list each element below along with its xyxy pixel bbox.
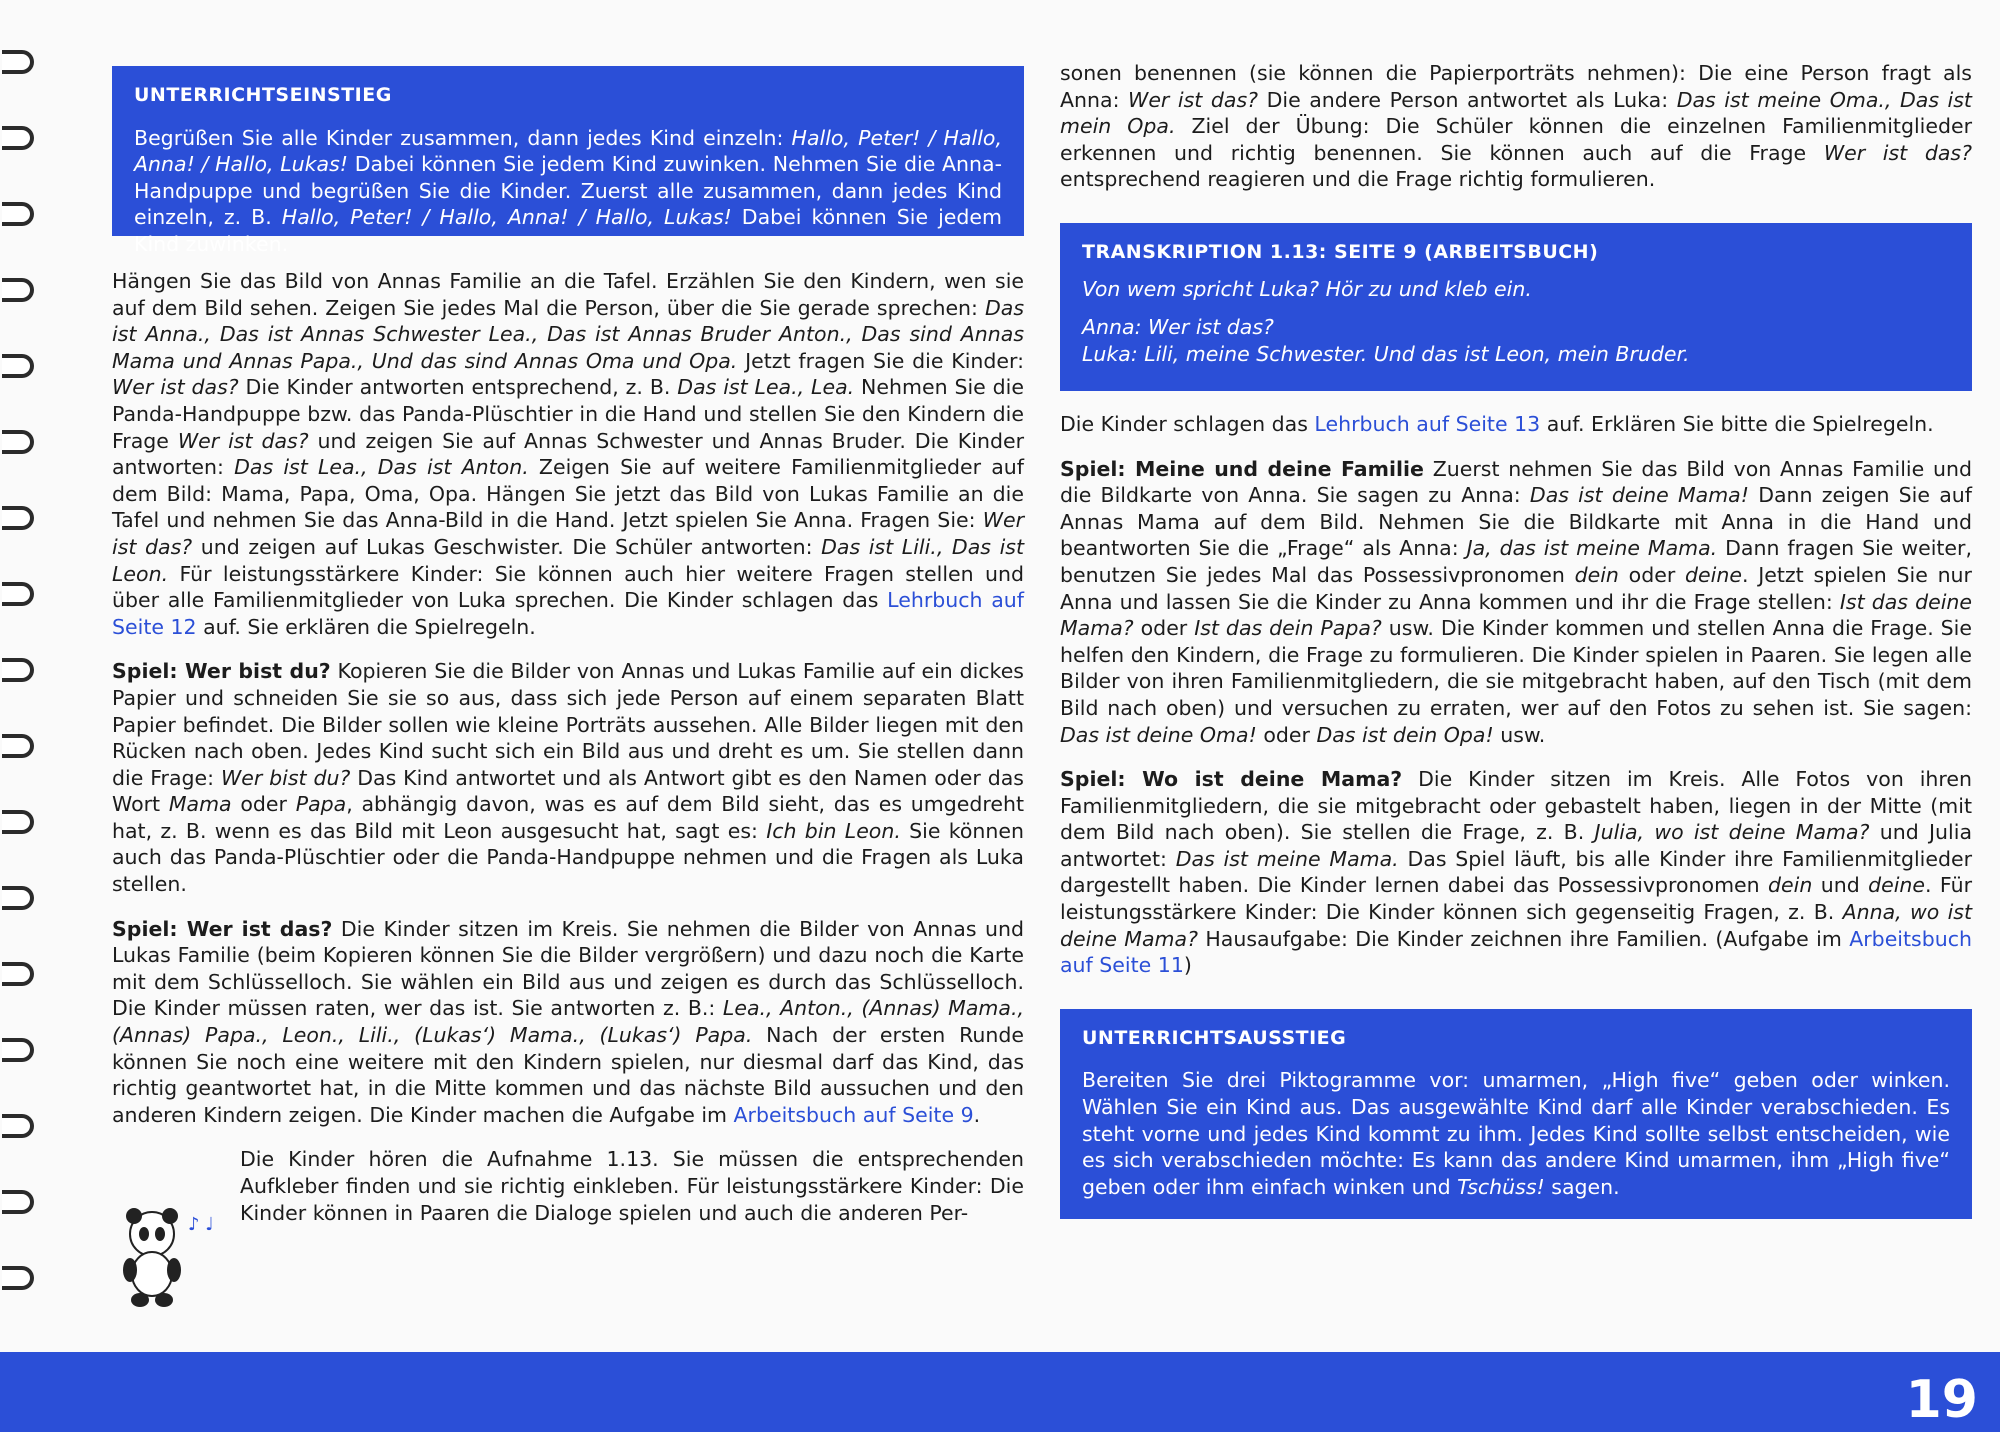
svg-text:♪ ♩: ♪ ♩	[188, 1214, 214, 1235]
paragraph-spiel-wer-ist-das: Spiel: Wer ist das? Die Kinder sitzen im Kreis. Sie nehmen die Bilder von Annas und Lukas Familie (beim Kopieren können Sie die Bilder vergrößern) und dazu noch die Karte mit dem Schlüsselloch. Sie wählen ein Bild aus und zeigen es durch das Schlüsselloch. Die Kinder müssen raten, wer das ist. Sie antworten z. B.: Lea., Anton., (Annas) Mama., (Annas) Papa., Leon., Lili., (Lukas‘) Mama., (Lukas‘) Papa. Nach der ersten Runde können Sie noch eine weitere mit den Kindern spielen, nur diesmal darf das Kind, das richtig geantwortet hat, in die Mitte kommen und das nächste Bild aussuchen und den anderen Kindern zeigen. Die Kinder machen die Aufgabe im Arbeitsbuch auf Seite 9.	[112, 916, 1024, 1127]
binding-ring	[2, 354, 34, 378]
link-lehrbuch-seite-13[interactable]: Lehrbuch auf Seite 13	[1314, 411, 1541, 436]
transcription-title: TRANSKRIPTION 1.13: SEITE 9 (ARBEITSBUCH)	[1082, 240, 1599, 263]
right-column	[1060, 0, 1972, 1219]
binding-ring	[2, 50, 34, 74]
spiral-binding	[0, 30, 34, 1330]
paragraph-audio: Die Kinder hören die Aufnahme 1.13. Sie müssen die entsprechenden Aufkleber finden und sie richtig einkleben. Für leistungsstärkere Kinder: Die Kinder können in Paaren die Dialoge spielen und auch die anderen Per-	[240, 1147, 1024, 1225]
binding-ring	[2, 962, 34, 986]
binding-ring	[2, 810, 34, 834]
transcription-instruction: Von wem spricht Luka? Hör zu und kleb ein.	[1082, 276, 1532, 301]
link-arbeitsbuch-seite-11[interactable]: Arbeitsbuch auf Seite 11	[1060, 926, 1972, 978]
binding-ring	[2, 126, 34, 150]
binding-ring	[2, 506, 34, 530]
transcription-line-luka: Luka: Lili, meine Schwester. Und das ist Leon, mein Bruder.	[1082, 341, 1690, 366]
binding-ring	[2, 886, 34, 910]
footer-bar	[0, 1352, 2000, 1432]
binding-ring	[2, 1038, 34, 1062]
binding-ring	[2, 430, 34, 454]
paragraph-spiel-wer-bist-du: Spiel: Wer bist du? Kopieren Sie die Bilder von Annas und Lukas Familie auf ein dickes Papier und schneiden Sie sie so aus, dass sich jede Person auf einem separaten Blatt Papier befindet. Die Bilder sollen wie kleine Porträts aussehen. Alle Bilder liegen mit den Rücken nach oben. Jedes Kind sucht sich ein Bild aus und dreht es um. Sie stellen dann die Frage: Wer bist du? Das Kind antwortet und als Antwort gibt es den Namen oder das Wort Mama oder Papa, abhängig davon, was es auf dem Bild sieht, das es umgedreht hat, z. B. wenn es das Bild mit Leon ausgesucht hat, sagt es: Ich bin Leon. Sie können auch das Panda-Plüschtier oder die Panda-Handpuppe nehmen und die Fragen als Luka stellen.	[112, 659, 1024, 897]
binding-ring	[2, 734, 34, 758]
audio-note-row	[112, 1146, 1024, 1226]
intro-box	[112, 66, 1024, 256]
paragraph-family-picture: Hängen Sie das Bild von Annas Familie an die Tafel. Erzählen Sie den Kindern, wen sie auf dem Bild sehen. Zeigen Sie jedes Mal die Person, über die Sie gerade sprechen: Das ist Anna., Das ist Annas Schwester Lea., Das ist Annas Bruder Anton., Das sind Annas Mama und Annas Papa., Und das sind Annas Oma und Opa. Jetzt fragen Sie die Kinder: Wer ist das? Die Kinder antworten entsprechend, z. B. Das ist Lea., Lea. Nehmen Sie die Panda-Handpuppe bzw. das Panda-Plüschtier in die Hand und stellen Sie den Kindern die Frage Wer ist das? und zeigen Sie auf Annas Schwester und Annas Bruder. Die Kinder antworten: Das ist Lea., Das ist Anton. Zeigen Sie auf weitere Familienmitglieder auf dem Bild: Mama, Papa, Oma, Opa. Hängen Sie jetzt das Bild von Lukas Familie an die Tafel und nehmen Sie das Anna-Bild in die Hand. Jetzt spielen Sie Anna. Fragen Sie: Wer ist das? und zeigen auf Lukas Geschwister. Die Schüler antworten: Das ist Lili., Das ist Leon. Für leistungsstärkere Kinder: Sie können auch hier weitere Fragen stellen und über alle Familienmitglieder von Luka sprechen. Die Kinder schlagen das Lehrbuch auf Seite 12 auf. Sie erklären die Spielregeln.	[112, 269, 1025, 639]
binding-ring	[2, 1190, 34, 1214]
paragraph-lehrbuch-13: Die Kinder schlagen das Lehrbuch auf Seite 13 auf. Erklären Sie bitte die Spielregeln.	[1060, 411, 1934, 436]
paragraph-spiel-meine-und-deine-familie: Spiel: Meine und deine Familie Zuerst nehmen Sie das Bild von Annas Familie und die Bildkarte von Anna. Sie sagen zu Anna: Das ist deine Mama! Dann zeigen Sie auf Annas Mama auf dem Bild. Nehmen Sie die Bildkarte mit Anna in die Hand und beantworten Sie die „Frage“ als Anna: Ja, das ist meine Mama. Dann fragen Sie weiter, benutzen Sie jedes Mal das Possessivpronomen dein oder deine. Jetzt spielen Sie nur Anna und lassen Sie die Kinder zu Anna kommen und ihr die Frage stellen: Ist das deine Mama? oder Ist das dein Papa? usw. Die Kinder kommen und stellen Anna die Frage. Sie helfen den Kindern, die Frage zu formulieren. Die Kinder spielen in Paaren. Sie legen alle Bilder von ihren Familienmitgliedern, die sie mitgebracht haben, auf den Tisch (mit dem Bild nach oben) und versuchen zu erraten, wer auf den Fotos zu sehen ist. Sie sagen: Das ist deine Oma! oder Das ist dein Opa! usw.	[1060, 456, 1972, 747]
left-column	[112, 0, 1024, 1244]
binding-ring	[2, 202, 34, 226]
paragraph-spiel-wo-ist-deine-mama: Spiel: Wo ist deine Mama? Die Kinder sitzen im Kreis. Alle Fotos von ihren Familienmitgliedern, die sie mitgebracht oder gebastelt haben, liegen in der Mitte (mit dem Bild nach oben). Sie stellen die Frage, z. B. Julia, wo ist deine Mama? und Julia antwortet: Das ist meine Mama. Das Spiel läuft, bis alle Kinder ihre Familienmitglieder dargestellt haben. Die Kinder lernen dabei das Possessivpronomen dein und deine. Für leistungsstärkere Kinder: Die Kinder können sich gegenseitig Fragen, z. B. Anna, wo ist deine Mama? Hausaufgabe: Die Kinder zeichnen ihre Familien. (Aufgabe im Arbeitsbuch auf Seite 11)	[1060, 767, 1973, 978]
link-arbeitsbuch-seite-9[interactable]: Arbeitsbuch auf Seite 9	[733, 1102, 974, 1127]
intro-box-title: UNTERRICHTSEINSTIEG	[134, 84, 392, 106]
intro-box-text: Begrüßen Sie alle Kinder zusammen, dann jedes Kind einzeln: Hallo, Peter! / Hallo, Anna! / Hallo, Lukas! Dabei können Sie jedem Kind zuwinken. Nehmen Sie die Anna-Handpuppe und begrüßen Sie die Kinder. Zuerst alle zusammen, dann jedes Kind einzeln, z. B. Hallo, Peter! / Hallo, Anna! / Hallo, Lukas! Dabei können Sie jedem Kind zuwinken.	[134, 125, 1002, 256]
binding-ring	[2, 278, 34, 302]
binding-ring	[2, 1114, 34, 1138]
transcription-line-anna: Anna: Wer ist das?	[1082, 315, 1274, 340]
transcription-box	[1060, 223, 1972, 391]
binding-ring	[2, 1266, 34, 1290]
panda-audio-icon	[112, 1204, 222, 1314]
page-number: 19	[1905, 1370, 1978, 1430]
binding-ring	[2, 658, 34, 682]
outro-box-text: Bereiten Sie drei Piktogramme vor: umarmen, „High five“ geben oder winken. Wählen Sie ein Kind aus. Das ausgewählte Kind darf alle Kinder verabschieden. Es steht vorne und jedes Kind kommt zu ihm. Jedes Kind sollte selbst entscheiden, wie es sich verabschieden möchte: Es kann das andere Kind umarmen, ihm „High five“ geben oder ihm einfach winken und Tschüss! sagen.	[1082, 1068, 1950, 1199]
outro-box-title: UNTERRICHTSAUSSTIEG	[1082, 1026, 1347, 1049]
outro-box	[1060, 1009, 1972, 1219]
binding-ring	[2, 582, 34, 606]
paragraph-continued: sonen benennen (sie können die Papierporträts nehmen): Die eine Person fragt als Anna: Wer ist das? Die andere Person antwortet als Luka: Das ist meine Oma., Das ist mein Opa. Ziel der Übung: Die Schüler können die einzelnen Familienmitglieder erkennen und richtig benennen. Sie können auch auf die Frage Wer ist das? entsprechend reagieren und die Frage richtig formulieren.	[1060, 61, 1973, 192]
link-lehrbuch-seite-12[interactable]: Lehrbuch auf Seite 12	[112, 588, 1024, 639]
